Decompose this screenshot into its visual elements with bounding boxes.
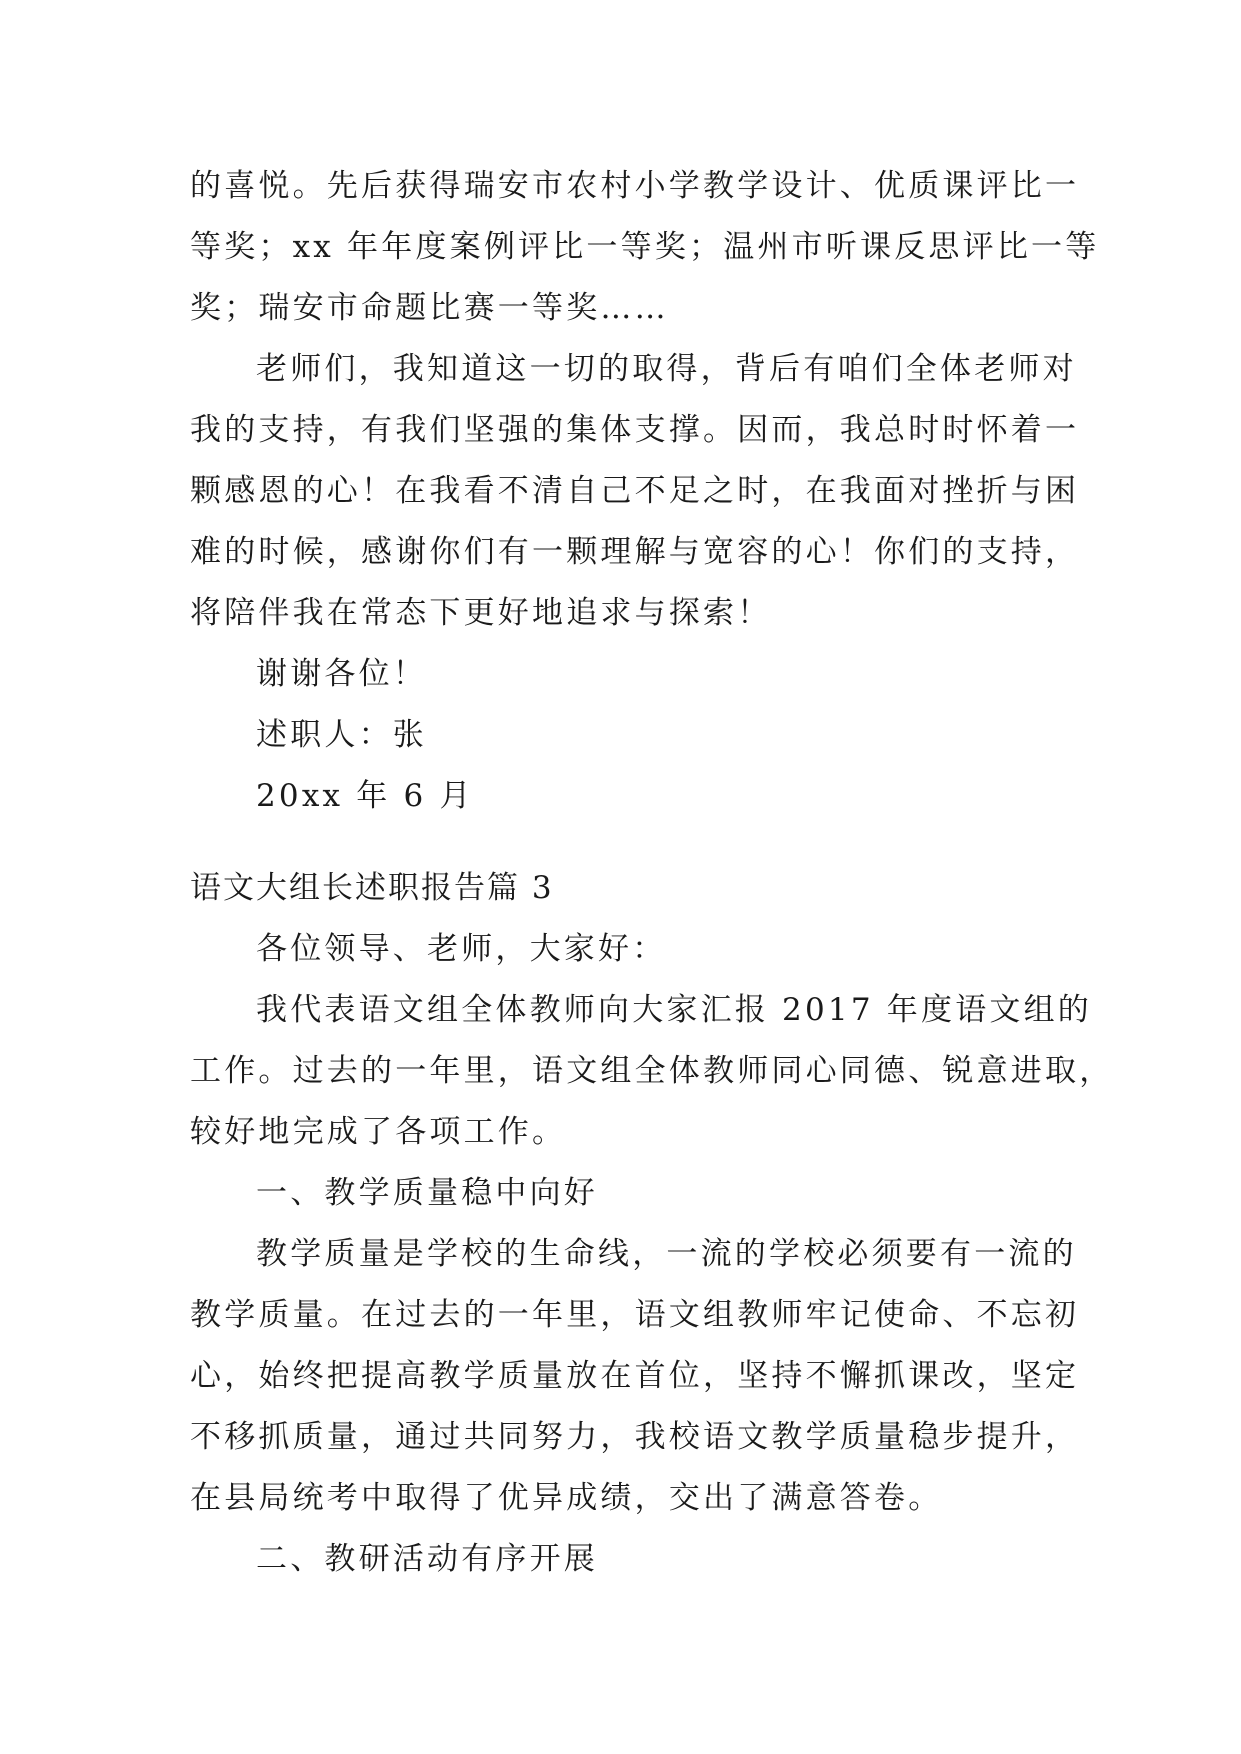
paragraph-line: 教学质量是学校的生命线，一流的学校必须要有一流的: [256, 1236, 1077, 1272]
paragraph-line: 不移抓质量，通过共同努力，我校语文教学质量稳步提升，: [190, 1419, 1080, 1455]
paragraph-line: 等奖；xx 年年度案例评比一等奖；温州市听课反思评比一等: [190, 229, 1100, 265]
paragraph-line: 在县局统考中取得了优异成绩，交出了满意答卷。: [190, 1480, 943, 1516]
paragraph-line: 心，始终把提高教学质量放在首位，坚持不懈抓课改，坚定: [190, 1358, 1080, 1394]
paragraph-line: 的喜悦。先后获得瑞安市农村小学教学设计、优质课评比一: [190, 168, 1080, 204]
paragraph-line: 颗感恩的心！在我看不清自己不足之时，在我面对挫折与困: [190, 473, 1080, 509]
closing-thanks: 谢谢各位！: [256, 656, 427, 692]
paragraph-line: 教学质量。在过去的一年里，语文组教师牢记使命、不忘初: [190, 1297, 1080, 1333]
paragraph-line: 工作。过去的一年里，语文组全体教师同心同德、锐意进取，: [190, 1053, 1114, 1089]
paragraph-line: 我代表语文组全体教师向大家汇报 2017 年度语文组的: [256, 992, 1092, 1028]
signature-name: 述职人：张: [256, 717, 427, 753]
paragraph-line: 老师们，我知道这一切的取得，背后有咱们全体老师对: [256, 351, 1077, 387]
paragraph-line: 奖；瑞安市命题比赛一等奖……: [190, 290, 669, 326]
paragraph-line: 较好地完成了各项工作。: [190, 1114, 567, 1150]
subheading: 一、教学质量稳中向好: [256, 1175, 598, 1211]
signature-date: 20xx 年 6 月: [256, 778, 474, 814]
section-title: 语文大组长述职报告篇 3: [190, 870, 554, 906]
subheading: 二、教研活动有序开展: [256, 1541, 598, 1577]
paragraph-line: 我的支持，有我们坚强的集体支撑。因而，我总时时怀着一: [190, 412, 1080, 448]
paragraph-line: 难的时候，感谢你们有一颗理解与宽容的心！你们的支持，: [190, 534, 1080, 570]
salutation: 各位领导、老师，大家好：: [256, 931, 667, 967]
paragraph-line: 将陪伴我在常态下更好地追求与探索！: [190, 595, 772, 631]
